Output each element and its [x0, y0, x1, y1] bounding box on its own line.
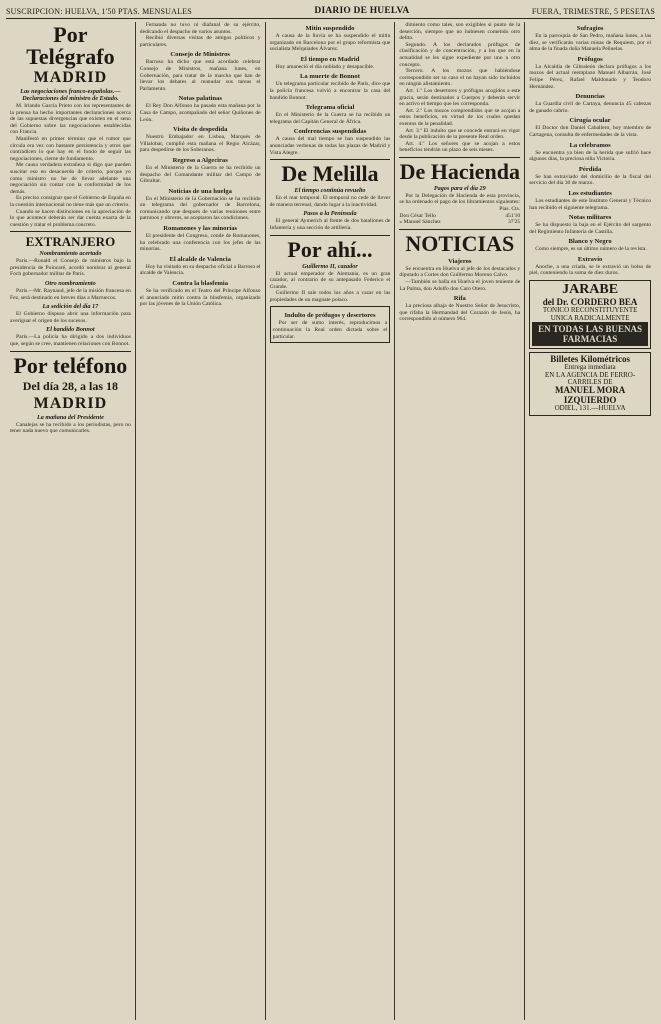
paragraph: Se encuentra en Huelva al jefe de los destacados y diputado a Cortes don Guillermo Moreno Calvo.	[399, 265, 521, 279]
ad-banner: EN TODAS LAS BUENAS FARMACIAS	[532, 322, 648, 346]
subhead: Otro nombramiento	[45, 280, 96, 288]
paragraph: El Doctor don Daniel Caballero, hoy miembro de Cartagena, consulta de enfermedades de la vista.	[529, 125, 651, 138]
subhead: El bandido Bonnot	[46, 326, 95, 334]
payment-row	[399, 219, 520, 226]
headline-por-telegrafo: Por Telégrafo	[26, 22, 115, 69]
paragraph: En el mar temporal. El temporal no cede de llover de manera terrenal, dando lugar a la inactividad.	[269, 195, 391, 208]
headline-madrid: MADRID	[33, 69, 108, 86]
newspaper-title: DIARIO DE HUELVA	[314, 6, 410, 16]
subhead: Las negociaciones franco-españolas.—Declaraciones del ministro de Estado.	[20, 88, 121, 102]
subhead: Prófugos	[577, 55, 603, 63]
payment-amount: 451'10	[505, 212, 521, 219]
subhead: Extravío	[577, 255, 603, 263]
subhead: Los estudiantes	[568, 189, 612, 197]
jarabe-ad	[529, 280, 651, 349]
paragraph: M. Irlando García Prieto con los representantes de la prensa ha hecho importantes declaraciones acerca de las supuestas divergencias que existen en el seno del Gobierno sobre las negociaciones establecidas con Francia.	[10, 103, 131, 136]
headline-de-melilla: De Melilla	[281, 161, 379, 187]
paragraph: Es preciso consignar que el Gobierno de España en la cuestión internacional no tiene más que un criterio.	[10, 195, 131, 208]
paragraph: El actual emperador de Alemania, es un gran cazador, al contrario de su antepasado Federico el Grande.	[269, 270, 391, 290]
subhead: Cirugía ocular	[569, 117, 611, 125]
divider	[10, 351, 131, 352]
paragraph: La Alcaldía de Gibraleón declara prófugos a los mozos del actual reemplazo Manuel Albarrán, José Felipe Pérez, Rafael Maldonado y Teodoro Hernández.	[529, 63, 651, 90]
ad-tagline: TONICO RECONSTITUYENTE	[542, 306, 638, 315]
subhead: La muerte de Bonnot	[300, 73, 360, 81]
subhead: El alcalde de Valencia	[169, 255, 231, 263]
paragraph: Hoy amaneció el día nublado y desapacible.	[275, 63, 375, 70]
column-2	[136, 22, 266, 1020]
divider	[399, 157, 520, 158]
column-4	[395, 22, 525, 1020]
subhead: Denuncias	[575, 93, 605, 101]
subhead: Nombramiento acertado	[39, 250, 102, 258]
ad-line: EN LA AGENCIA DE FERRO-CARRILES DE	[544, 370, 636, 386]
paragraph: A causa del mal tiempo se han suspendido las anunciadas verbenas de todas las plazas de Madrid y Vista Alegre.	[269, 136, 391, 156]
headline-madrid-2: MADRID	[33, 394, 108, 412]
headline-indulto: Indulto de prófugos y desertores	[284, 312, 376, 320]
divider	[270, 235, 391, 236]
paragraph: —También se halla en Huelva el joven teniente de La Palma, don Adolfo don Caro Otero.	[399, 279, 521, 292]
ad-address: ODIEL, 131.—HUELVA	[554, 404, 626, 413]
paragraph: Como siempre, es un último número de la revista.	[535, 246, 647, 253]
paragraph: París.—La policía ha dirigido a dos individuos que, según se cree, mantienen relaciones con Bonnot.	[10, 334, 131, 348]
subhead: Regreso a Algeciras	[172, 156, 228, 164]
subhead: Noticias de una huelga	[168, 187, 232, 195]
subhead: La sedición del día 17	[42, 303, 99, 311]
paragraph: dimiento como tales, son exigibles si punto de la deserción, siempre que no hubiesen cometido otro delito.	[399, 22, 521, 42]
payment-amount: 37'25	[507, 219, 521, 226]
paragraph: En el Ministerio de la Gobernación se ha recibido un telegrama del gobernador de Barcelona, comunicando que después de varias reuniones entre patronos y obreros, se aceptaron las condiciones.	[139, 195, 261, 222]
subhead: El tiempo continúa revuelto	[294, 187, 366, 195]
ad-line: Entrega inmediata	[564, 363, 616, 372]
subhead: Mitin suspendido	[305, 25, 355, 32]
paragraph: El general Aymerich al frente de dos batallones de Infantería y una sección de artillería.	[269, 218, 391, 231]
subhead: Pasos a la Península	[303, 210, 357, 218]
paragraph: El Rey Don Alfonso ha pasado esta mañana por la Casa de Campo, acompañado del señor Quiñones de León.	[139, 103, 261, 123]
paragraph: Los estudiantes de este Instituto General y Técnico han recibido el siguiente telegrama.	[529, 197, 651, 211]
paragraph: Se ha verificado en el Teatro del Príncipe Alfonso el anunciado mitin contra la blasfemia, organizado por las jóvenes de la Unión Católica.	[139, 288, 261, 308]
headline-de-hacienda: De Hacienda	[399, 158, 520, 184]
payment-header: Pías. Cts.	[499, 206, 521, 213]
subhead: El tiempo en Madrid	[300, 55, 360, 63]
paragraph: Por la Delegación de Hacienda de esta provincia, se ha ordenado el pago de los libramientos siguientes:	[399, 192, 521, 206]
headline-noticias: NOTICIAS	[405, 230, 515, 256]
paragraph: En el Ministerio de la Guerra se ha recibido un despacho del Comandante militar del Campo de Gibraltar.	[139, 164, 261, 185]
paragraph: Tercero. A los mozos que habiéndose correspondido ser su caso el no hayan sido incluidos en ningún alistamiento.	[399, 68, 521, 88]
paragraph: Guillermo II sale todos los años a cazar en las propiedades de un magnate polaco.	[269, 290, 391, 303]
column-1	[6, 22, 136, 1020]
paragraph: Se encuentra ya bien de la herida que sufrió hace algunos días, la preciosa niña Victoria.	[529, 149, 651, 163]
paragraph: Segundo. A los declarados prófugos de clasificación y de concentración, y a los que en la actualidad se les sigue expediente por uno u otro concepto.	[399, 41, 521, 68]
ad-brand: MANUEL MORA IZQUIERDO	[554, 385, 626, 405]
paragraph: Recibió diversas visitas de amigos políticos y particulares.	[139, 35, 261, 48]
payment-row	[399, 213, 520, 220]
subhead: Pagos para el día 29	[433, 184, 486, 192]
subhead: Romanones y las minorías	[163, 225, 238, 233]
paragraph: Fernanda no tuvo ni diafanal de su ejército, dedicando el despacho de varios asuntos.	[139, 22, 261, 35]
paragraph: Un telegrama particular recibido de París, dice que la policía francesa volvió a encontrar la casa del bandido Bonnot.	[269, 81, 391, 101]
subhead: Notas palatinas	[178, 95, 222, 103]
subhead: La mañana del Presidente	[36, 413, 104, 421]
paragraph: Nuestro Embajador en Lisboa, Marqués de Villalobar, cumplió esta mañana el Regio Alcázar, para despedirse de los Soberanos.	[139, 134, 261, 154]
dateline: Del día 28, a las 18	[22, 378, 119, 393]
paragraph: Hoy ha visitado en su despacho oficial a Barroso el alcalde de Valencia.	[139, 263, 261, 277]
paragraph: París.—Ronald el Consejo de ministros bajo la presidencia de Poincaré, acordó nombrar al general Foch gobernador militar de París.	[10, 258, 131, 278]
column-5	[525, 22, 655, 1020]
paragraph: Manifestó en primer término que el rumor que circula era vez con bastante persistencia y otros que contradicen lo que hay en el fondo de seguir las negociaciones, cierne de fundamento.	[10, 135, 131, 162]
divider	[10, 231, 131, 232]
subhead: Contra la blasfemia	[172, 280, 229, 288]
subhead: Guillermo II, cazador	[302, 262, 358, 270]
ad-title: JARABE	[562, 282, 619, 298]
subhead: Pérdida	[578, 165, 602, 173]
column-3	[266, 22, 396, 1020]
subscription-outside: FUERA, TRIMESTRE, 5 PESETAS	[531, 6, 655, 16]
paragraph: París.—Mr. Raynaud, jefe de la misión francesa en Fez, será destinado en breves días a Marruecos.	[10, 288, 131, 301]
ad-title: Billetes Kilométricos	[550, 353, 630, 364]
subscription-local: SUSCRIPCION: HUELVA, 1'50 PTAS. MENSUALES	[6, 6, 192, 16]
paragraph: Se ha dispuesto la baja en el Ejército del sargento del Regimiento Infantería de Castilla.	[529, 222, 651, 235]
paragraph: En la parroquia de San Pedro, mañana lunes, a las diez, se verificarán varias misas de Requiem, por el alma de la finada doña Manuela Peñuelas.	[529, 33, 651, 53]
paragraph: La preciosa alhaja de Nuestro Señor de Jesucristo, que rifaba la Hermandad del Corazón de Jesús, ha correspondido al número 964.	[399, 303, 521, 323]
subhead: Rifa	[453, 295, 466, 303]
subhead: Viajeros	[448, 257, 472, 265]
paragraph: Art. 4.º Los señores que se acojan a estos beneficios tendrán un plazo de seis meses.	[399, 140, 521, 154]
section-extranjero: EXTRANJERO	[25, 234, 116, 250]
headline-por-ahi: Por ahí...	[287, 236, 373, 262]
divider	[399, 229, 520, 230]
paragraph: La Guardia civil de Cartaya, denuncia 45 cabezas de ganado cabrío.	[529, 101, 651, 114]
paragraph: Anoche, a una criada, se le extravió un bolso de piel, conteniendo la suma de diez duros.	[529, 263, 651, 277]
paragraph: El presidente del Congreso, conde de Romanones, ha celebrado una conferencia con los jefes de las minorías.	[139, 233, 261, 253]
ad-brand: del Dr. CORDERO BEA	[542, 296, 638, 307]
paragraph: Cuando se hacen distinciones en la apreciación de lo que acontece deberán ser dar cuenta exacta de la cuestión y tratar el problema concreto.	[10, 208, 131, 228]
subhead: Blanco y Negro	[568, 238, 612, 246]
paragraph: Art. 1.º Los desertores y prófugos acogidos a este gracia, serán destinados a Cuerpos y deberán servir en activo el tiempo que les corresponda.	[399, 87, 521, 108]
subhead: Conferencias suspendidas	[293, 128, 367, 136]
masthead	[6, 4, 655, 19]
paragraph: En el Ministerio de la Guerra se ha recibido un telegrama del Capitán General de África.	[269, 112, 391, 125]
headline-por-telefono: Por teléfono	[13, 352, 128, 378]
paragraph: Me causa verdadera extrañeza sí digo que pueden suscitar eso en desacuerdo de criterio, porque yo como ministro no he de llevar adelante una negociación sin contar con la conformidad de los demás.	[10, 162, 131, 195]
divider	[270, 159, 391, 160]
subhead: Consejo de Ministros	[170, 51, 230, 59]
paragraph: Se han extraviado del domicilio de la fiscal del servicio del día 30 de marzo.	[529, 173, 651, 187]
paragraph: Canalejas se ha recibido a los periodistas, pero no tener nada nuevo que comunicarles.	[10, 421, 131, 435]
paragraph: Por ser de sumo interés, reproducimos a continuación la Real orden dictada sobre el particular.	[272, 320, 388, 340]
columns	[6, 22, 655, 1020]
subhead: La celebramos	[569, 141, 611, 149]
paragraph: Art. 2.º Los mozos comprendidos que se acojan a estos beneficios, en virtud de los cuales quedan exentos de la penalidad.	[399, 107, 521, 127]
billetes-ad	[529, 352, 651, 416]
ad-line: UNICA RADICALMENTE	[550, 313, 630, 322]
paragraph: El Gobierno dispuso abrir una información para averiguar el origen de los sucesos.	[10, 311, 131, 324]
subhead: Visita de despedida	[173, 126, 228, 134]
paragraph: Art. 3.º El indulto que se concede entrará en vigor desde la publicación de la presente Real orden.	[399, 127, 521, 141]
subhead: Telegrama oficial	[305, 104, 355, 112]
subhead: Notas militares	[568, 214, 612, 222]
paragraph: A causa de la lluvia se ha suspendido el mitin organizado en Barcelona por el grupo reformista que socialista Melquiades Álvarez.	[269, 33, 391, 53]
subhead: Sufragios	[576, 25, 604, 32]
payment-name: » Manuel Sánchez	[399, 219, 441, 226]
payment-name: Don César Tello	[399, 212, 436, 219]
indulto-box	[270, 306, 391, 343]
paragraph: Barroso ha dicho que está acordado celebrar Consejo de Ministros, mañana lunes, en Gobernación, para tratar de la marcha que han de llevar los debates al reanudar sus tareas el Parlamento.	[139, 59, 261, 92]
